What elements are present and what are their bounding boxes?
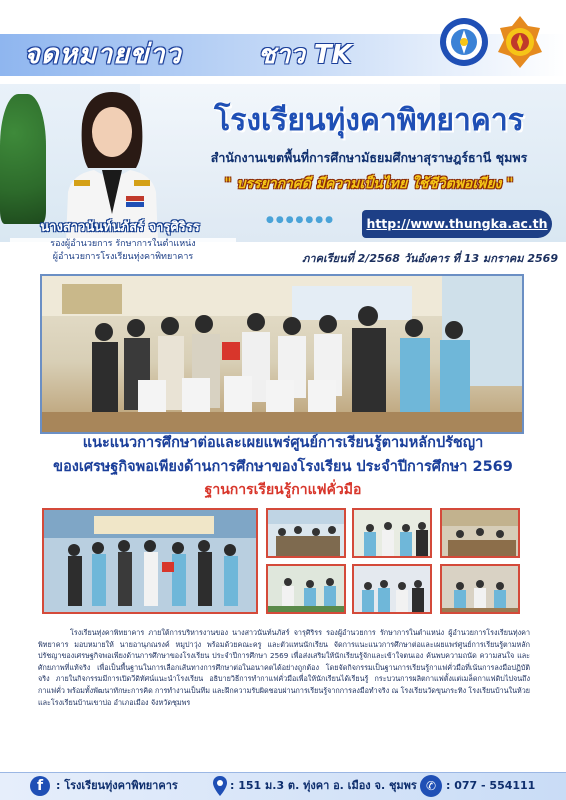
gallery-photo-thumb bbox=[352, 508, 432, 558]
large-photo-illustration bbox=[44, 510, 258, 614]
headline-line-1: แนะแนวการศึกษาต่อและเผยแพร่ศูนย์การเรียนรู้ตามหลักปรัชญา bbox=[82, 435, 484, 451]
administrator-role-line-2: ผู้อำนวยการโรงเรียนทุ่งคาพิทยาคาร bbox=[10, 251, 236, 264]
gallery-photo-thumb bbox=[266, 564, 346, 614]
ministry-emblem-icon bbox=[494, 14, 546, 70]
gallery-photo-thumb bbox=[440, 508, 520, 558]
phone-icon: ✆ bbox=[420, 775, 442, 797]
footer-address: : 151 ม.3 ต. ทุ่งคา อ. เมือง จ. ชุมพร bbox=[230, 779, 417, 792]
gallery-photo-thumb bbox=[352, 564, 432, 614]
website-link[interactable]: http://www.thungka.ac.th bbox=[362, 210, 552, 238]
administrator-name: นางสาวนันท์นภัสร์ จารุศิริรร bbox=[40, 220, 200, 235]
school-name-title: โรงเรียนทุ่งคาพิทยาคาร bbox=[214, 103, 524, 138]
school-motto: " บรรยากาศดี มีความเป็นไทย ใช้ชีวิตพอเพียง " bbox=[224, 176, 514, 192]
newsletter-title: จดหมายข่าว bbox=[24, 39, 182, 70]
gallery-photo-large bbox=[42, 508, 258, 614]
footer-facebook: : โรงเรียนทุ่งคาพิทยาคาร bbox=[56, 779, 178, 792]
headline-line-2: ของเศรษฐกิจพอเพียงด้านการศึกษาของโรงเรียน ประจำปีการศึกษา 2569 bbox=[53, 459, 513, 475]
gallery-photo-thumb bbox=[440, 564, 520, 614]
group-photo-illustration bbox=[42, 276, 524, 434]
newsletter-tk-label: ชาว TK bbox=[258, 40, 352, 70]
tree-image bbox=[0, 94, 46, 224]
facebook-icon[interactable]: f bbox=[30, 776, 50, 796]
school-logo-icon bbox=[438, 14, 490, 70]
semester-date-line: ภาคเรียนที่ 2/2568 วันอังคาร ที่ 13 มกราคม 2569 bbox=[302, 252, 558, 265]
decorative-dots: ●●●●●●● bbox=[266, 215, 335, 225]
main-group-photo bbox=[40, 274, 524, 434]
map-pin-icon bbox=[212, 776, 228, 796]
administrator-role-line-1: รองผู้อำนวยการ รักษาการในตำแหน่ง bbox=[10, 238, 236, 251]
article-body: โรงเรียนทุ่งคาพิทยาคาร ภายใต้การบริหารงานของ นางสาวนันท์นภัสร์ จารุศิริรร รองผู้อำนวยการ รักษาการในตำแหน่ง ผู้อำนวยการโรงเรียนทุ่งคาพิทยาคาร มอบหมายให้ นายอานุภณรงค์ หมูปาวุ่ง พร้อมด้วยคณะครู และตัวแทนนักเรียน จัดการแนะแนวการศึกษาต่อและเผยแพร่ศูนย์การเรียนรู้ตามหลักปรัชญาของเศรษฐกิจพอเพียงด้านการศึกษาของโรงเรียน ประจำปีการศึกษา 2569 เพื่อส่งเสริมให้นักเรียนรู้จักและเข้าใจตนเอง ค้นพบความถนัด ความสนใจ และศักยภาพที่แท้จริง เพื่อเป็นพื้นฐานในการเลือกเส้นทางการศึกษาต่อในอนาคตได้อย่างถูกต้อง โดยจัดกิจกรรมเป็นฐานการเรียนรู้กาแฟคั่วมือที่เน้นการลงมือปฏิบัติจริง ภายในกิจกรรมมีการเปิดวีดิทัศน์แนะนำโรงเรียน อธิบายวิธีการทำกาแฟคั่วมือเพื่อให้นักเรียนได้เรียนรู้ กระบวนการผลิตกาแฟตั้งแต่เมล็ดกาแฟดิบไปจนถึงกาแฟคั่ว พร้อมทั้งพัฒนาทักษะการคิด การทำงานเป็นทีม และฝึกความรับผิดชอบผ่านการเรียนรู้จากการลงมือทำจริง ณ โรงเรียนวัดขุนกระทิง โรงเรียนบ้านในห้วย และโรงเรียนบ้านเขาบ่อ อำเภอเมือง จังหวัดชุมพร bbox=[38, 628, 530, 707]
footer-phone: : 077 - 554111 bbox=[446, 779, 536, 792]
activity-subheading: ฐานการเรียนรู้กาแฟคั่วมือ bbox=[204, 482, 362, 498]
office-name: สำนักงานเขตพื้นที่การศึกษามัธยมศึกษาสุราษฎร์ธานี ชุมพร bbox=[210, 150, 528, 165]
gallery-photo-thumb bbox=[266, 508, 346, 558]
